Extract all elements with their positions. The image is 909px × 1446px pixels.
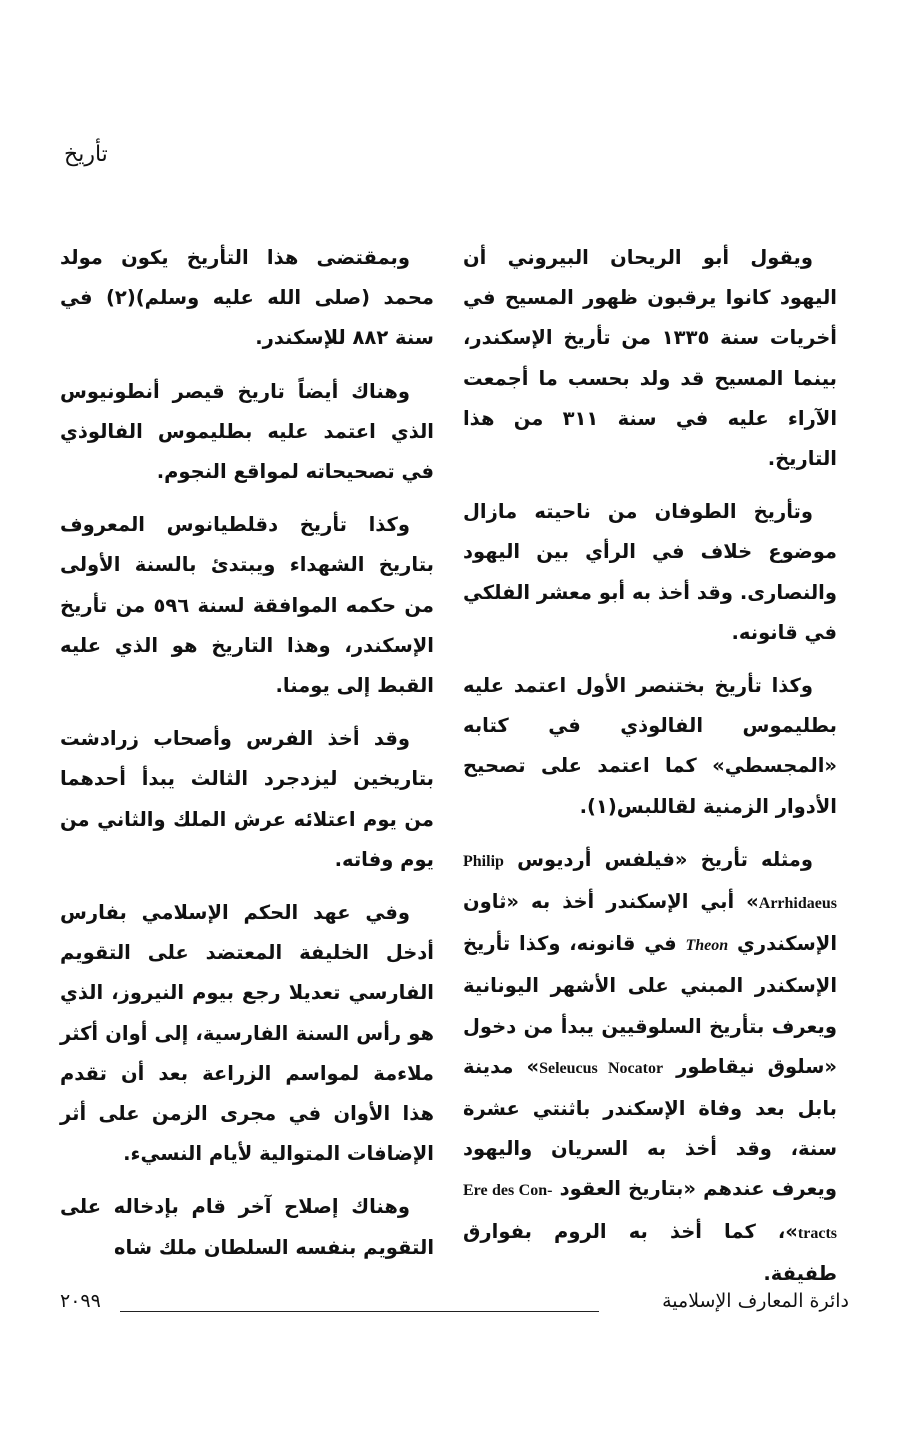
encyclopedia-title: دائرة المعارف الإسلامية <box>662 1290 849 1312</box>
latin-term: Theon <box>685 937 729 955</box>
left-column <box>60 238 434 1281</box>
paragraph: ويقول أبو الريحان البيروني أن اليهود كانوا يرقبون ظهور المسيح في أخريات سنة ١٣٣٥ من تأريخ الإسكندر، بينما المسيح قد ولد بحسب ما أجمعت الآراء عليه في سنة ٣١١ من هذا التاريخ. <box>463 246 838 471</box>
right-column <box>463 238 837 1307</box>
paragraph: وهناك أيضاً تاريخ قيصر أنطونيوس الذي اعتمد عليه بطليموس الفالوذي في تصحيحاته لمواقع النجوم. <box>60 379 434 484</box>
paragraph-text: » مدينة بابل بعد وفاة الإسكندر باثنتي عشرة سنة، وقد أخذ به السريان واليهود ويعرف عندهم «بتاريخ العقود <box>463 1054 837 1201</box>
paragraph-text: في قانونه، وكذا تأريخ الإسكندر المبني على الأشهر اليونانية ويعرف بتأريخ السلوقيين يبدأ من دخول «سلوق نيقاطور <box>463 932 837 1078</box>
paragraph-text: ومثله تأريخ «فيلفس أرديوس <box>517 847 813 871</box>
paragraph: وقد أخذ الفرس وأصحاب زرادشت بتاريخين ليزدجرد الثالث يبدأ أحدهما من يوم اعتلائه عرش الملك والثاني من يوم وفاته. <box>60 727 434 871</box>
paragraph: وبمقتضى هذا التأريخ يكون مولد محمد (صلى الله عليه وسلم)(٢) في سنة ٨٨٢ للإسكندر. <box>60 246 434 350</box>
paragraph-text: »، كما أخذ به الروم بفوارق طفيفة. <box>463 1219 837 1285</box>
page-footer <box>60 1290 849 1324</box>
running-head-title: تأريخ <box>64 142 108 167</box>
latin-term: Philip Arrhidaeus <box>463 852 837 913</box>
paragraph: وكذا تأريخ بختنصر الأول اعتمد عليه بطليموس الفالوذي في كتابه «المجسطي» كما اعتمد على تصحيح الأدوار الزمنية لقاللبس(١). <box>463 674 837 818</box>
latin-term: Ere des Con- tracts <box>463 1182 837 1242</box>
paragraph: وفي عهد الحكم الإسلامي بفارس أدخل الخليفة المعتضد على التقويم الفارسي تعديلا رجع بيوم النيروز، الذي هو رأس السنة الفارسية، إلى أوان أكثر ملاءمة لمواسم الزراعة بعد أن تقدم هذا الأوان في مجرى الزمن على أثر الإضافات المتوالية لأيام النسيء. <box>60 901 434 1166</box>
latin-term: Seleucus Nocator <box>539 1059 664 1077</box>
paragraph-text: » أبي الإسكندر أخذ به «ثاون الإسكندري <box>463 890 838 956</box>
footer-rule <box>120 1311 599 1312</box>
paragraph <box>463 840 837 1294</box>
paragraph: وكذا تأريخ دقلطيانوس المعروف بتاريخ الشهداء ويبتدئ بالسنة الأولى من حكمه الموافقة لسنة ٥٩٦ من تأريخ الإسكندر، وهذا التاريخ هو الذي عليه القبط إلى يومنا. <box>60 513 434 698</box>
paragraph: وهناك إصلاح آخر قام بإدخاله على التقويم بنفسه السلطان ملك شاه <box>60 1195 434 1259</box>
paragraph: وتأريخ الطوفان من ناحيته مازال موضوع خلاف في الرأي بين اليهود والنصارى. وقد أخذ به أبو معشر الفلكي في قانونه. <box>463 500 837 644</box>
page-number: ٢٠٩٩ <box>60 1290 101 1312</box>
